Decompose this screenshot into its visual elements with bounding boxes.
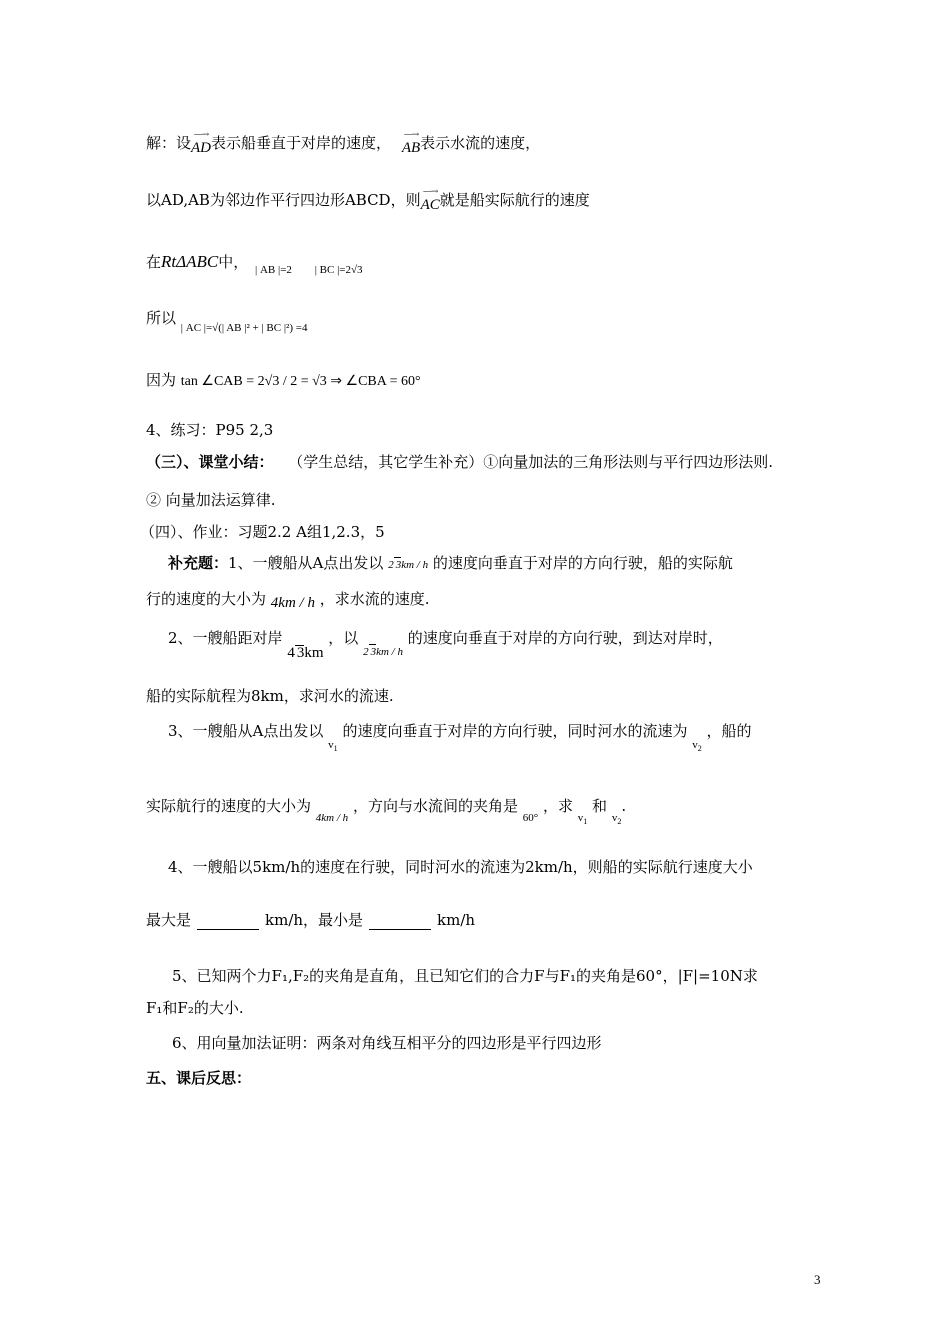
triangle-label: RtΔABC bbox=[161, 252, 219, 271]
solution-line-3 bbox=[146, 252, 363, 274]
problem-1-intro: 1、一艘船从A点出发以 bbox=[228, 554, 384, 572]
problem-4-min: km/h，最小是 bbox=[265, 911, 364, 929]
speed-4kmh: 4km / h bbox=[270, 595, 315, 611]
solution-line-5 bbox=[146, 370, 421, 392]
blank-max[interactable] bbox=[197, 913, 259, 930]
vector-ac: —→ AC bbox=[420, 187, 440, 213]
distance-4root3: 4 3km bbox=[287, 645, 324, 661]
problem-3-and: 和 bbox=[592, 797, 608, 815]
problem-1-ask: ，求水流的速度. bbox=[319, 590, 430, 608]
magnitude-bc: | BC |=2√3 bbox=[314, 264, 363, 276]
problem-4-unit: km/h bbox=[437, 911, 476, 929]
v1-symbol: v1 bbox=[328, 739, 338, 753]
page-number: 3 bbox=[814, 1272, 821, 1287]
problem-2-line-2: 船的实际航程为8km，求河水的流速. bbox=[146, 687, 394, 705]
problem-3-find: ，求 bbox=[542, 797, 573, 815]
angle-60: 60° bbox=[522, 812, 539, 824]
problem-1-direction: 的速度向垂直于对岸的方向行驶，船的实际航 bbox=[432, 554, 733, 572]
solution-in: 在 bbox=[146, 253, 162, 271]
problem-1-line-2 bbox=[146, 589, 430, 610]
problem-3-angle: ，方向与水流间的夹角是 bbox=[352, 797, 518, 815]
problem-5-line-1: 5、已知两个力F₁,F₂的夹角是直角，且已知它们的合力F与F₁的夹角是60°，|F|=10N求 bbox=[172, 967, 758, 985]
solution-parallelogram: 以AD,AB为邻边作平行四边形ABCD，则 bbox=[146, 191, 421, 209]
blank-min[interactable] bbox=[369, 913, 431, 930]
solution-intro: 解：设 bbox=[146, 134, 192, 152]
problem-1-line-1 bbox=[168, 553, 733, 575]
solution-line-4 bbox=[146, 308, 308, 334]
problem-2-intro: 2、一艘船距对岸 bbox=[168, 629, 283, 647]
solution-ac-desc: 就是船实际航行的速度 bbox=[439, 191, 590, 209]
v2-symbol-2: v2 bbox=[611, 812, 622, 826]
summary-line-2: ② 向量加法运算律. bbox=[146, 491, 276, 509]
homework-line: （四）、作业：习题2.2 A组1,2.3，5 bbox=[140, 523, 385, 541]
summary-line bbox=[146, 452, 773, 472]
problem-3-actual: 实际航行的速度的大小为 bbox=[146, 797, 312, 815]
problem-5-line-2: F₁和F₂的大小. bbox=[146, 999, 244, 1017]
speed-2root3: 2 3km / h bbox=[388, 559, 429, 571]
reflection-heading: 五、课后反思： bbox=[146, 1069, 252, 1087]
v2-symbol: v2 bbox=[692, 739, 702, 753]
speed-2root3-p2: 2 3km / h bbox=[363, 646, 403, 658]
problem-3-direction: 的速度向垂直于对岸的方向行驶，同时河水的流速为 bbox=[342, 722, 688, 740]
problem-4-line-1: 4、一艘船以5km/h的速度在行驶，同时河水的流速为2km/h，则船的实际航行速度大小 bbox=[168, 858, 753, 876]
vector-ad: —→ AD bbox=[191, 130, 212, 156]
problem-3-ship: ，船的 bbox=[706, 722, 752, 740]
problem-2-with: ，以 bbox=[328, 629, 359, 647]
practice-line: 4、练习：P95 2,3 bbox=[146, 421, 274, 439]
tan-expression: tan ∠CAB = 2√3 / 2 = √3 ⇒ ∠CBA = 60° bbox=[180, 374, 421, 389]
vector-ab: —→ AB bbox=[401, 130, 421, 156]
solution-ab-desc: 表示水流的速度， bbox=[420, 134, 541, 152]
magnitude-ab: | AB |=2 bbox=[255, 264, 292, 276]
summary-text: （学生总结，其它学生补充）①向量加法的三角形法则与平行四边形法则. bbox=[288, 453, 774, 471]
supplement-label: 补充题： bbox=[168, 554, 229, 572]
summary-label: （三）、课堂小结： bbox=[146, 453, 274, 471]
magnitude-ac-expr: | AC |=√(| AB |² + | BC |²) =4 bbox=[180, 322, 308, 334]
problem-3-end: . bbox=[621, 797, 627, 815]
problem-2-direction: 的速度向垂直于对岸的方向行驶，到达对岸时， bbox=[407, 629, 723, 647]
solution-so: 所以 bbox=[146, 309, 177, 327]
problem-3-line-2 bbox=[146, 796, 627, 826]
solution-ad-desc: 表示船垂直于对岸的速度， bbox=[211, 134, 392, 152]
solution-because: 因为 bbox=[146, 371, 177, 389]
solution-line-1 bbox=[146, 130, 541, 158]
problem-4-line-2 bbox=[146, 910, 475, 930]
problem-3-line-1 bbox=[168, 721, 752, 753]
solution-in-suffix: 中， bbox=[218, 253, 249, 271]
problem-3-intro: 3、一艘船从A点出发以 bbox=[168, 722, 324, 740]
problem-4-max: 最大是 bbox=[146, 911, 192, 929]
problem-6-line: 6、用向量加法证明：两条对角线互相平分的四边形是平行四边形 bbox=[172, 1034, 602, 1052]
v1-symbol-2: v1 bbox=[577, 812, 588, 826]
problem-2-line-1 bbox=[168, 628, 723, 661]
speed-4kmh-p3: 4km / h bbox=[315, 812, 349, 824]
solution-line-2 bbox=[146, 187, 590, 215]
problem-1-actual: 行的速度的大小为 bbox=[146, 590, 267, 608]
